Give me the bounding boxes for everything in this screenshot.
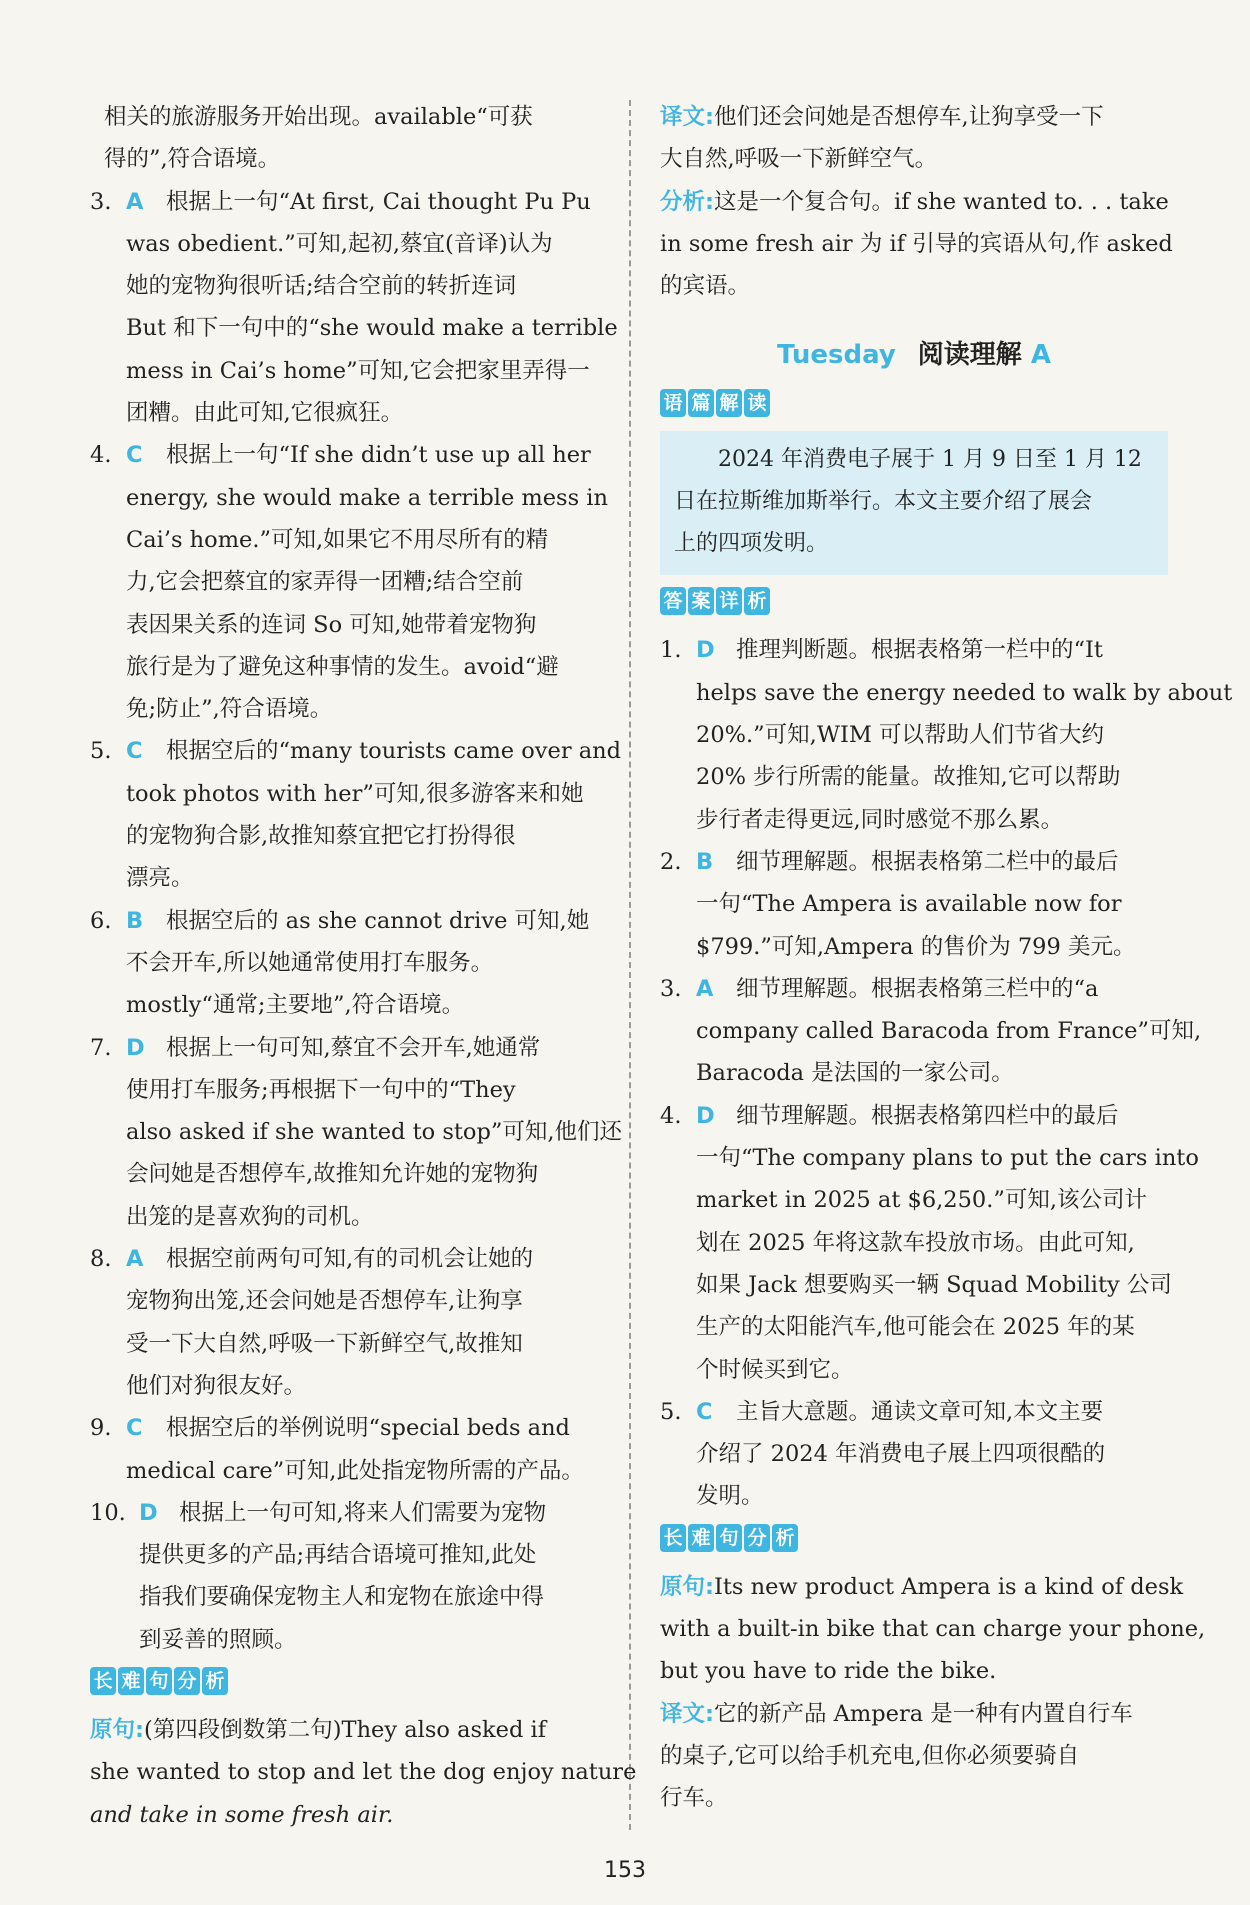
answer-item-line: 会问她是否想停车,故推知允许她的宠物狗: [126, 1161, 539, 1188]
answer-item-line: 他们对狗很友好。: [126, 1372, 307, 1399]
answer-item-line: 生产的太阳能汽车,他可能会在 2025 年的某: [696, 1314, 1135, 1341]
translation-line: 的桌子,它可以给手机充电,但你必须要骑自: [660, 1742, 1080, 1769]
translation-line: 译文:它的新产品 Ampera 是一种有内置自行车: [660, 1700, 1133, 1727]
answer-item-line: 介绍了 2024 年消费电子展上四项很酷的: [696, 1441, 1106, 1468]
answer-letter: A: [126, 1246, 144, 1273]
original-label: 原句:: [660, 1573, 714, 1600]
explanation-text: 根据空后的 as she cannot drive 可知,她: [166, 907, 590, 934]
answer-item-line: [90, 434, 597, 476]
explanation-text: 根据空前两句可知,有的司机会让她的: [166, 1246, 534, 1273]
answer-item-line: also asked if she wanted to stop”可知,他们还: [126, 1119, 623, 1146]
item-number: 3.: [660, 975, 682, 1002]
item-number: 2.: [660, 848, 682, 875]
section-title-char: 语: [660, 389, 686, 417]
answer-item-line: 一句“The Ampera is available now for: [696, 891, 1122, 918]
answer-item-line: 宠物狗出笼,还会问她是否想停车,让狗享: [126, 1288, 523, 1315]
section-title-char: 案: [688, 587, 714, 615]
translation-line: 行车。: [660, 1785, 728, 1812]
answer-item-line: 团糟。由此可知,它很疯狂。: [126, 400, 404, 427]
answer-item-line: [660, 841, 1168, 883]
item-number: 7.: [90, 1034, 112, 1061]
answer-item-line: 20%.”可知,WIM 可以帮助人们节省大约: [696, 722, 1105, 749]
section-title-char: 分: [744, 1524, 770, 1552]
answer-item-line: mess in Cai’s home”可知,它会把家里弄得一: [126, 357, 590, 384]
answer-item-line: [90, 181, 597, 223]
item-number: 8.: [90, 1246, 112, 1273]
item-number: 6.: [90, 907, 112, 934]
analysis-line: in some fresh air 为 if 引导的宾语从句,作 asked: [660, 230, 1173, 257]
answer-item-line: [90, 1492, 597, 1534]
answer-item-line: 力,它会把蔡宜的家弄得一团糟;结合空前: [126, 569, 524, 596]
section-title-char: 难: [688, 1524, 714, 1552]
original-sentence-line: 原句:(第四段倒数第二句)They also asked if: [90, 1716, 547, 1743]
answer-item-line: mostly“通常;主要地”,符合语境。: [126, 992, 465, 1019]
answer-item-line: 划在 2025 年将这款车投放市场。由此可知,: [696, 1229, 1135, 1256]
section-title-char: 析: [772, 1524, 798, 1552]
explanation-text: 主旨大意题。通读文章可知,本文主要: [736, 1398, 1104, 1425]
answer-item-line: [90, 1407, 597, 1449]
summary-line: 日在拉斯维加斯举行。本文主要介绍了展会: [674, 489, 1093, 515]
answer-letter: D: [139, 1499, 158, 1526]
answer-item-line: Cai’s home.”可知,如果它不用尽所有的精: [126, 526, 549, 553]
translation-line: 译文:他们还会问她是否想停车,让狗享受一下: [660, 104, 1104, 130]
section-title-char: 析: [202, 1667, 228, 1695]
explanation-text: 细节理解题。根据表格第三栏中的“a: [736, 975, 1099, 1002]
answer-item-line: 提供更多的产品;再结合语境可推知,此处: [139, 1542, 537, 1569]
section-title-char: 读: [744, 389, 770, 417]
answer-item-line: [90, 1027, 597, 1069]
item-number: 1.: [660, 637, 682, 664]
section-title-char: 解: [716, 389, 742, 417]
heading-day: Tuesday: [776, 340, 896, 371]
answer-letter: D: [696, 637, 715, 664]
answer-letter: B: [126, 907, 144, 934]
original-label: 原句:: [90, 1716, 144, 1743]
explanation-text: 根据上一句可知,蔡宜不会开车,她通常: [166, 1034, 541, 1061]
answer-letter: C: [126, 738, 143, 765]
original-sentence-line: 原句:Its new product Ampera is a kind of desk: [660, 1573, 1184, 1600]
left-column: [90, 96, 637, 1836]
summary-line: 2024 年消费电子展于 1 月 9 日至 1 月 12: [718, 447, 1142, 473]
intro-line: 相关的旅游服务开始出现。available“可获: [104, 104, 533, 130]
answer-item-line: 如果 Jack 想要购买一辆 Squad Mobility 公司: [696, 1271, 1172, 1298]
answer-item-line: 表因果关系的连词 So 可知,她带着宠物狗: [126, 611, 537, 638]
answer-letter: C: [696, 1398, 713, 1425]
explanation-text: 根据上一句“At first, Cai thought Pu Pu: [166, 188, 591, 215]
section-title-char: 长: [660, 1524, 686, 1552]
heading-title: 阅读理解: [917, 340, 1022, 371]
answer-item-line: took photos with her”可知,很多游客来和她: [126, 780, 584, 807]
answer-item-line: was obedient.”可知,起初,蔡宜(音译)认为: [126, 230, 553, 257]
answer-letter: A: [696, 975, 714, 1002]
section-title-long-sentence: [660, 1524, 1168, 1556]
section-title-char: 句: [716, 1524, 742, 1552]
section-title-char: 答: [660, 587, 686, 615]
heading-letter: A: [1030, 340, 1051, 371]
answer-item-line: [90, 730, 622, 772]
answer-item-line: [660, 629, 1168, 671]
section-heading: [660, 335, 1168, 375]
section-title-answers: [660, 587, 1168, 619]
answer-item-line: But 和下一句中的“she would make a terrible: [126, 315, 618, 342]
answer-item-line: Baracoda 是法国的一家公司。: [696, 1060, 1014, 1087]
section-title-long-sentence: [90, 1667, 597, 1699]
explanation-text: 根据空后的“many tourists came over and: [166, 738, 622, 765]
analysis-line: 分析:这是一个复合句。if she wanted to. . . take: [660, 188, 1169, 215]
original-sentence-line: but you have to ride the bike.: [660, 1658, 997, 1685]
answer-letter: A: [126, 188, 144, 215]
answer-item-line: [660, 968, 1168, 1010]
section-title-char: 分: [174, 1667, 200, 1695]
column-divider: [629, 100, 631, 1830]
item-number: 5.: [660, 1398, 682, 1425]
answer-item-line: $799.”可知,Ampera 的售价为 799 美元。: [696, 933, 1136, 960]
answer-item-line: 旅行是为了避免这种事情的发生。avoid“避: [126, 653, 559, 680]
translation-label: 译文:: [660, 1700, 714, 1727]
original-sentence-line: with a built-in bike that can charge your phone,: [660, 1616, 1206, 1643]
right-column: [660, 96, 1233, 1820]
explanation-text: 根据空后的举例说明“special beds and: [166, 1415, 570, 1442]
summary-line: 上的四项发明。: [674, 531, 829, 557]
answer-letter: C: [126, 442, 143, 469]
section-title-char: 析: [744, 587, 770, 615]
translation-label: 译文:: [660, 104, 714, 130]
answer-item-line: 出笼的是喜欢狗的司机。: [126, 1203, 374, 1230]
answer-item-line: 的宠物狗合影,故推知蔡宜把它打扮得很: [126, 823, 516, 850]
answer-item-line: 发明。: [696, 1483, 764, 1510]
translation-line: 大自然,呼吸一下新鲜空气。: [660, 146, 938, 173]
answer-item-line: 受一下大自然,呼吸一下新鲜空气,故推知: [126, 1330, 523, 1357]
answer-item-line: [660, 1095, 1168, 1137]
answer-item-line: [90, 1238, 597, 1280]
answer-letter: B: [696, 848, 714, 875]
analysis-line: 的宾语。: [660, 273, 751, 300]
explanation-text: 推理判断题。根据表格第一栏中的“It: [736, 637, 1103, 664]
answer-item-line: 步行者走得更远,同时感觉不那么累。: [696, 806, 1064, 833]
answer-item-line: 指我们要确保宠物主人和宠物在旅途中得: [139, 1584, 545, 1611]
analysis-label: 分析:: [660, 188, 714, 215]
answer-item-line: 到妥善的照顾。: [139, 1626, 297, 1653]
explanation-text: 细节理解题。根据表格第二栏中的最后: [736, 848, 1119, 875]
answer-letter: C: [126, 1415, 143, 1442]
section-title-char: 篇: [688, 389, 714, 417]
page-number: 153: [604, 1858, 646, 1883]
answer-item-line: 她的宠物狗很听话;结合空前的转折连词: [126, 273, 517, 300]
section-title-char: 难: [118, 1667, 144, 1695]
answer-letter: D: [126, 1034, 145, 1061]
explanation-text: 根据上一句可知,将来人们需要为宠物: [179, 1499, 547, 1526]
section-title-char: 详: [716, 587, 742, 615]
passage-summary: [660, 431, 1168, 575]
answer-item-line: [660, 1391, 1168, 1433]
answer-item-line: market in 2025 at $6,250.”可知,该公司计: [696, 1187, 1148, 1214]
item-number: 4.: [90, 442, 112, 469]
answer-item-line: 个时候买到它。: [696, 1356, 854, 1383]
explanation-text: 根据上一句“If she didn’t use up all her: [166, 442, 591, 469]
original-sentence-line: she wanted to stop and let the dog enjoy nature: [90, 1759, 637, 1786]
explanation-text: 细节理解题。根据表格第四栏中的最后: [736, 1102, 1119, 1129]
answer-item-line: 漂亮。: [126, 865, 194, 892]
answer-item-line: 免;防止”,符合语境。: [126, 696, 333, 723]
answer-item-line: company called Baracoda from France”可知,: [696, 1018, 1202, 1045]
section-title-char: 句: [146, 1667, 172, 1695]
answer-item-line: energy, she would make a terrible mess in: [126, 484, 608, 511]
answer-item-line: [90, 900, 597, 942]
item-number: 4.: [660, 1102, 682, 1129]
item-number: 5.: [90, 738, 112, 765]
section-title-char: 长: [90, 1667, 116, 1695]
answer-letter: D: [696, 1102, 715, 1129]
answer-item-line: 不会开车,所以她通常使用打车服务。: [126, 949, 494, 976]
item-number: 3.: [90, 188, 112, 215]
answer-item-line: 一句“The company plans to put the cars into: [696, 1145, 1199, 1172]
intro-line: 得的”,符合语境。: [104, 146, 281, 173]
answer-item-line: 使用打车服务;再根据下一句中的“They: [126, 1076, 516, 1103]
original-sentence-line: and take in some fresh air.: [90, 1801, 394, 1828]
answer-item-line: helps save the energy needed to walk by about: [696, 679, 1233, 706]
item-number: 9.: [90, 1415, 112, 1442]
answer-item-line: medical care”可知,此处指宠物所需的产品。: [126, 1457, 584, 1484]
item-number: 10.: [90, 1499, 126, 1526]
section-title-passage: [660, 389, 1168, 421]
answer-item-line: 20% 步行所需的能量。故推知,它可以帮助: [696, 764, 1121, 791]
